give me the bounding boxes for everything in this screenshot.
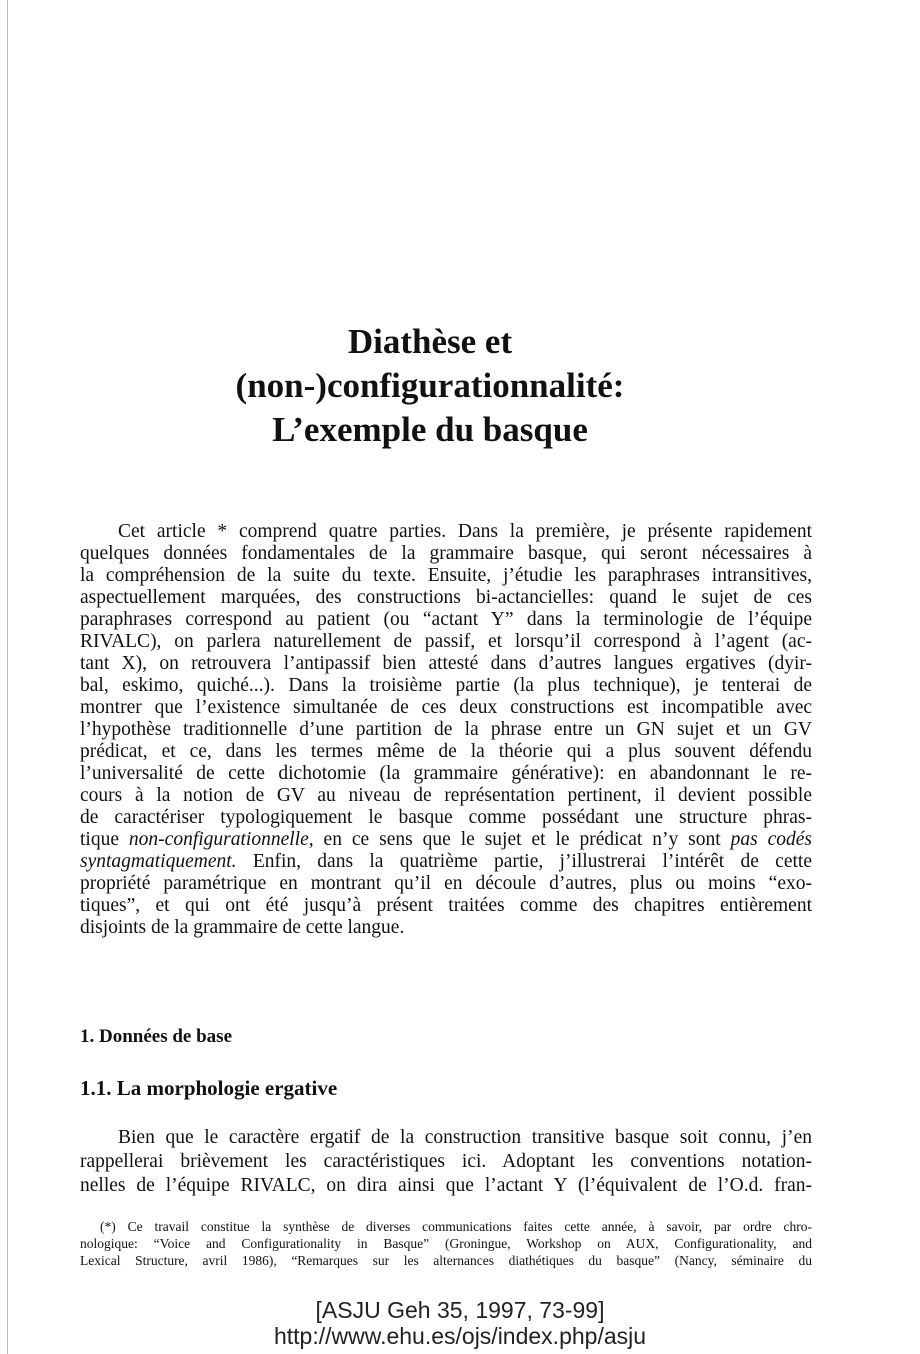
subsection-heading: 1.1. La morphologie ergative <box>80 1076 338 1100</box>
text-line: propriété paramétrique en montrant qu’il en découle d’autres, plus ou moins “exo- <box>80 873 812 894</box>
text-line: disjoints de la grammaire de cette langue. <box>80 917 405 938</box>
footnote-line: (*) Ce travail constitue la synthèse de diverses communications faites cette année, à savoir, par ordre chro- <box>100 1219 812 1234</box>
text-line: RIVALC), on parlera naturellement de passif, et lorsqu’il correspond à l’agent (ac- <box>80 631 812 652</box>
text-line: tiques”, et qui ont été jusqu’à présent traitées comme des chapitres entièrement <box>80 895 812 916</box>
text-line: cours à la notion de GV au niveau de représentation pertinent, il devient possible <box>80 785 812 806</box>
text-line: rappellerai brièvement les caractéristiques ici. Adoptant les conventions notation- <box>80 1151 812 1172</box>
text-line: prédicat, et ce, dans les termes même de la théorie qui a plus souvent défendu <box>80 741 812 762</box>
title-line-3: L’exemple du basque <box>272 410 588 449</box>
text-line: bal, eskimo, quiché...). Dans la troisième partie (la plus technique), je tenterai de <box>80 675 812 696</box>
text-line <box>80 851 812 873</box>
text-line: paraphrases correspond au patient (ou “actant Y” dans la terminologie de l’équipe <box>80 609 812 630</box>
text-line: tant X), on retrouvera l’antipassif bien attesté dans d’autres langues ergatives (dyir- <box>80 653 812 674</box>
scan-margin-line <box>7 0 8 1354</box>
section-heading: 1. Données de base <box>80 1026 233 1047</box>
text-line: de caractériser typologiquement le basque comme possédant une structure phras- <box>80 807 812 828</box>
italic-term: pas codés <box>730 829 812 850</box>
footnote-line: Lexical Structure, avril 1986), “Remarques sur les alternances diathétiques du basque” (Nancy, séminaire du <box>80 1253 812 1268</box>
text-line: l’hypothèse traditionnelle d’une partition de la phrase entre un GN sujet et un GV <box>80 719 812 740</box>
text-line: quelques données fondamentales de la grammaire basque, qui seront nécessaires à <box>80 543 812 564</box>
italic-term: non-configurationnelle, <box>128 829 314 850</box>
text-line: Bien que le caractère ergatif de la construction transitive basque soit connu, j’en <box>118 1127 812 1148</box>
text-line: nelles de l’équipe RIVALC, on dira ainsi que l’actant Y (l’équivalent de l’O.d. fran- <box>80 1175 812 1196</box>
text-line: Cet article * comprend quatre parties. Dans la première, je présente rapidement <box>118 521 812 542</box>
title-line-2: (non-)configurationnalité: <box>235 366 625 405</box>
journal-url[interactable]: http://www.ehu.es/ojs/index.php/asju <box>273 1323 647 1349</box>
title-line-1: Diathèse et <box>347 322 513 361</box>
text-line <box>80 829 812 851</box>
text-line: l’universalité de cette dichotomie (la grammaire générative): en abandonnant le re- <box>80 763 812 784</box>
text-segment: en ce sens que le sujet et le prédicat n’y sont <box>313 829 731 850</box>
footnote-line: nologique: “Voice and Configurationality in Basque” (Groningue, Workshop on AUX, Configurationality, and <box>80 1236 812 1251</box>
citation: [ASJU Geh 35, 1997, 73-99] <box>315 1297 605 1323</box>
italic-term: syntagmatiquement. <box>80 851 237 872</box>
text-segment: Enfin, dans la quatrième partie, j’illustrerai l’intérêt de cette <box>236 851 812 872</box>
text-line: aspectuellement marquées, des constructions bi-actancielles: quand le sujet de ces <box>80 587 812 608</box>
text-line: la compréhension de la suite du texte. Ensuite, j’étudie les paraphrases intransitives, <box>80 565 812 586</box>
text-line: montrer que l’existence simultanée de ces deux constructions est incompatible avec <box>80 697 812 718</box>
text-segment: tique <box>80 829 129 850</box>
